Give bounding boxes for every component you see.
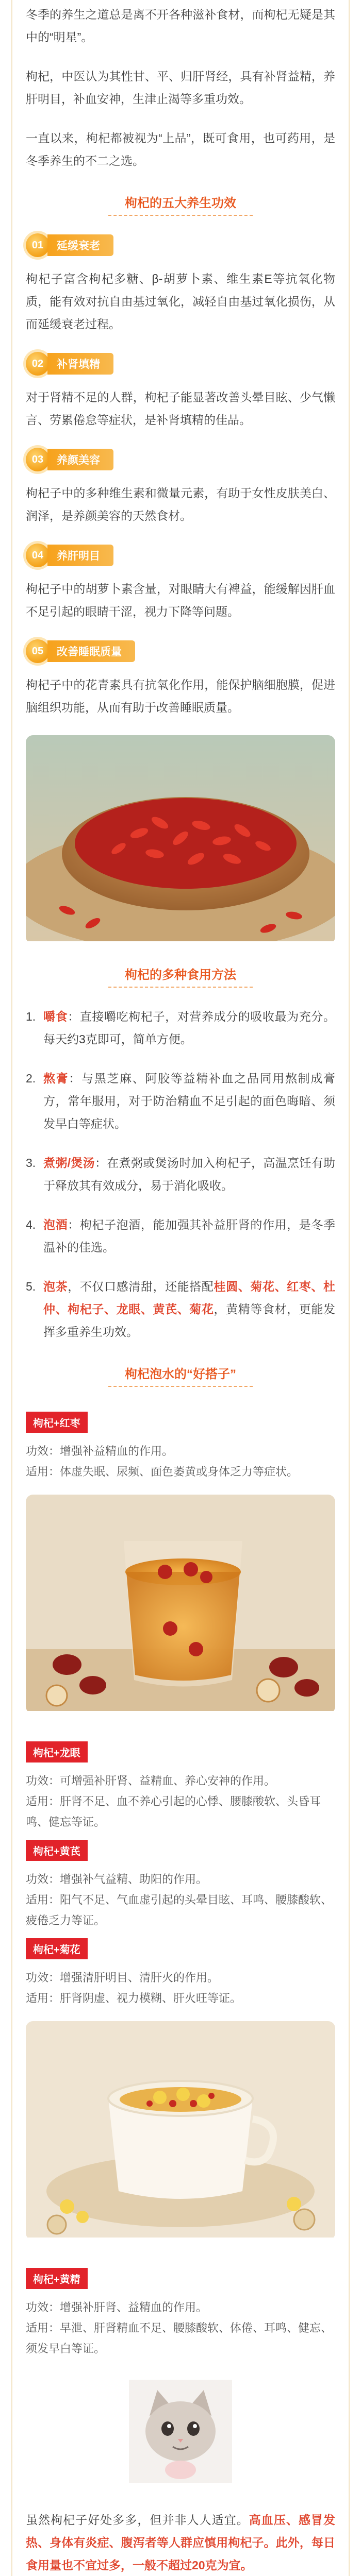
tea-ingredient-list: 桂圆、菊花、红枣、杜仲、枸杞子、龙眼、黄芪、菊花	[43, 1280, 336, 1316]
efficacy-text: 枸杞子中的花青素具有抗氧化作用，能保护脑细胞膜，促进脑组织功能，从而有助于改善睡眠质量。	[26, 678, 335, 714]
number-badge: 03	[26, 448, 50, 471]
number-badge: 04	[26, 544, 50, 567]
method-number: 1.	[26, 1010, 36, 1023]
combo-effect: 功效：增强补气益精、助阳的作用。	[26, 1873, 208, 1886]
method-name: 嚼食	[43, 1010, 68, 1023]
combos-title: 枸杞泡水的“好搭子”	[88, 1364, 273, 1387]
combo-fit: 适用：阳气不足、气血虚引起的头晕目眩、耳鸣、腰膝酸软、疲倦乏力等证。	[26, 1893, 333, 1927]
combo-effect: 功效：可增强补肝肾、益精血、养心安神的作用。	[26, 1774, 276, 1787]
combo-label: 枸杞+黄精	[26, 2268, 88, 2289]
combo-effect: 功效：增强补肝肾、益精血的作用。	[26, 2301, 208, 2314]
efficacy-text: 枸杞子中的多种维生素和微量元素，有助于女性皮肤美白、润泽，是养颜美容的天然食材。	[26, 486, 335, 522]
method-text: ，不仅口感清甜，还能搭配	[68, 1280, 214, 1293]
combo-fit: 适用：早泄、肝肾精血不足、腰膝酸软、体倦、耳鸣、健忘、须发早白等证。	[26, 2321, 333, 2355]
efficacy-label: 延缓衰老	[47, 234, 113, 256]
combo-fit: 适用：体虚失眠、尿频、面色萎黄或身体乏力等症状。	[26, 1465, 299, 1478]
combo-fit: 适用：肝肾不足、血不养心引起的心悸、腰膝酸软、头昏耳鸣、健忘等证。	[26, 1795, 321, 1828]
efficacy-text: 枸杞子中的胡萝卜素含量，对眼睛大有裨益，能缓解因肝血不足引起的眼睛干涩，视力下降等问题。	[26, 582, 335, 618]
efficacy-label: 补肾填精	[47, 353, 113, 375]
number-badge: 02	[26, 352, 50, 376]
efficacy-text: 对于肾精不足的人群，枸杞子能显著改善头晕目眩、少气懒言、劳累倦怠等症状，是补肾填精的佳品。	[26, 391, 335, 427]
method-name: 煮粥/煲汤	[43, 1156, 95, 1170]
method-text: ：直接嚼吃枸杞子，对营养成分的吸收最为充分。每天约3克即可，简单方便。	[43, 1010, 336, 1046]
method-name: 泡酒	[43, 1218, 68, 1231]
method-text-tail: ，黄精等食材，更能发挥多重养生功效。	[43, 1302, 336, 1338]
efficacy-label: 养颜美容	[47, 449, 113, 470]
closing-text: 虽然枸杞子好处多多，但并非人人适宜。	[26, 2513, 249, 2527]
number-badge: 05	[26, 639, 50, 663]
method-text: ：枸杞子泡酒，能加强其补益肝肾的作用，是冬季温补的佳选。	[43, 1218, 336, 1254]
combo-effect: 功效：增强补益精血的作用。	[26, 1445, 174, 1458]
method-number: 5.	[26, 1280, 36, 1293]
number-badge: 01	[26, 233, 50, 257]
combo-label: 枸杞+菊花	[26, 1938, 88, 1959]
combo-fit: 适用：肝肾阴虚、视力模糊、肝火旺等证。	[26, 1992, 242, 2005]
method-number: 2.	[26, 1072, 36, 1085]
combo-effect: 功效：增强清肝明目、清肝火的作用。	[26, 1971, 219, 1984]
page-frame	[11, 0, 350, 2576]
method-text: ：与黑芝麻、阿胶等益精补血之品同用熬制成膏方，常年服用，对于防治精血不足引起的面色晦暗、须发早白等症状。	[43, 1072, 336, 1130]
intro-paragraph-1: 冬季的养生之道总是离不开各种滋补食材，而枸杞无疑是其中的“明星”。	[26, 8, 335, 44]
method-number: 4.	[26, 1218, 36, 1231]
method-name: 泡茶	[43, 1280, 68, 1293]
combo-label: 枸杞+龙眼	[26, 1741, 88, 1762]
method-name: 熬膏	[43, 1072, 69, 1085]
method-number: 3.	[26, 1156, 36, 1170]
methods-title: 枸杞的多种食用方法	[88, 964, 273, 988]
efficacy-text: 枸杞子富含枸杞多糖、β-胡萝卜素、维生素E等抗氧化物质，能有效对抗自由基过氧化，减轻自由基过氧化损伤，从而延缓衰老过程。	[26, 272, 335, 331]
combo-label: 枸杞+黄芪	[26, 1840, 88, 1861]
intro-paragraph-2: 枸杞，中医认为其性甘、平、归肝肾经，具有补肾益精，养肝明目，补血安神，生津止渴等多重功效。	[26, 70, 335, 106]
combo-label: 枸杞+红枣	[26, 1412, 88, 1433]
closing-warning: 高血压、感冒发热、身体有炎症、腹泻者等人群应慎用枸杞子。此外，每日食用量也不宜过多，一般不超过20克为宜。	[26, 2513, 336, 2572]
method-text: ：在煮粥或煲汤时加入枸杞子，高温烹饪有助于释放其有效成分，易于消化吸收。	[43, 1156, 336, 1192]
efficacy-label: 改善睡眠质量	[47, 640, 135, 662]
efficacy-title: 枸杞的五大养生功效	[88, 193, 273, 216]
intro-paragraph-3: 一直以来，枸杞都被视为“上品”，既可食用，也可药用，是冬季养生的不二之选。	[26, 131, 335, 167]
efficacy-label: 养肝明目	[47, 545, 113, 566]
